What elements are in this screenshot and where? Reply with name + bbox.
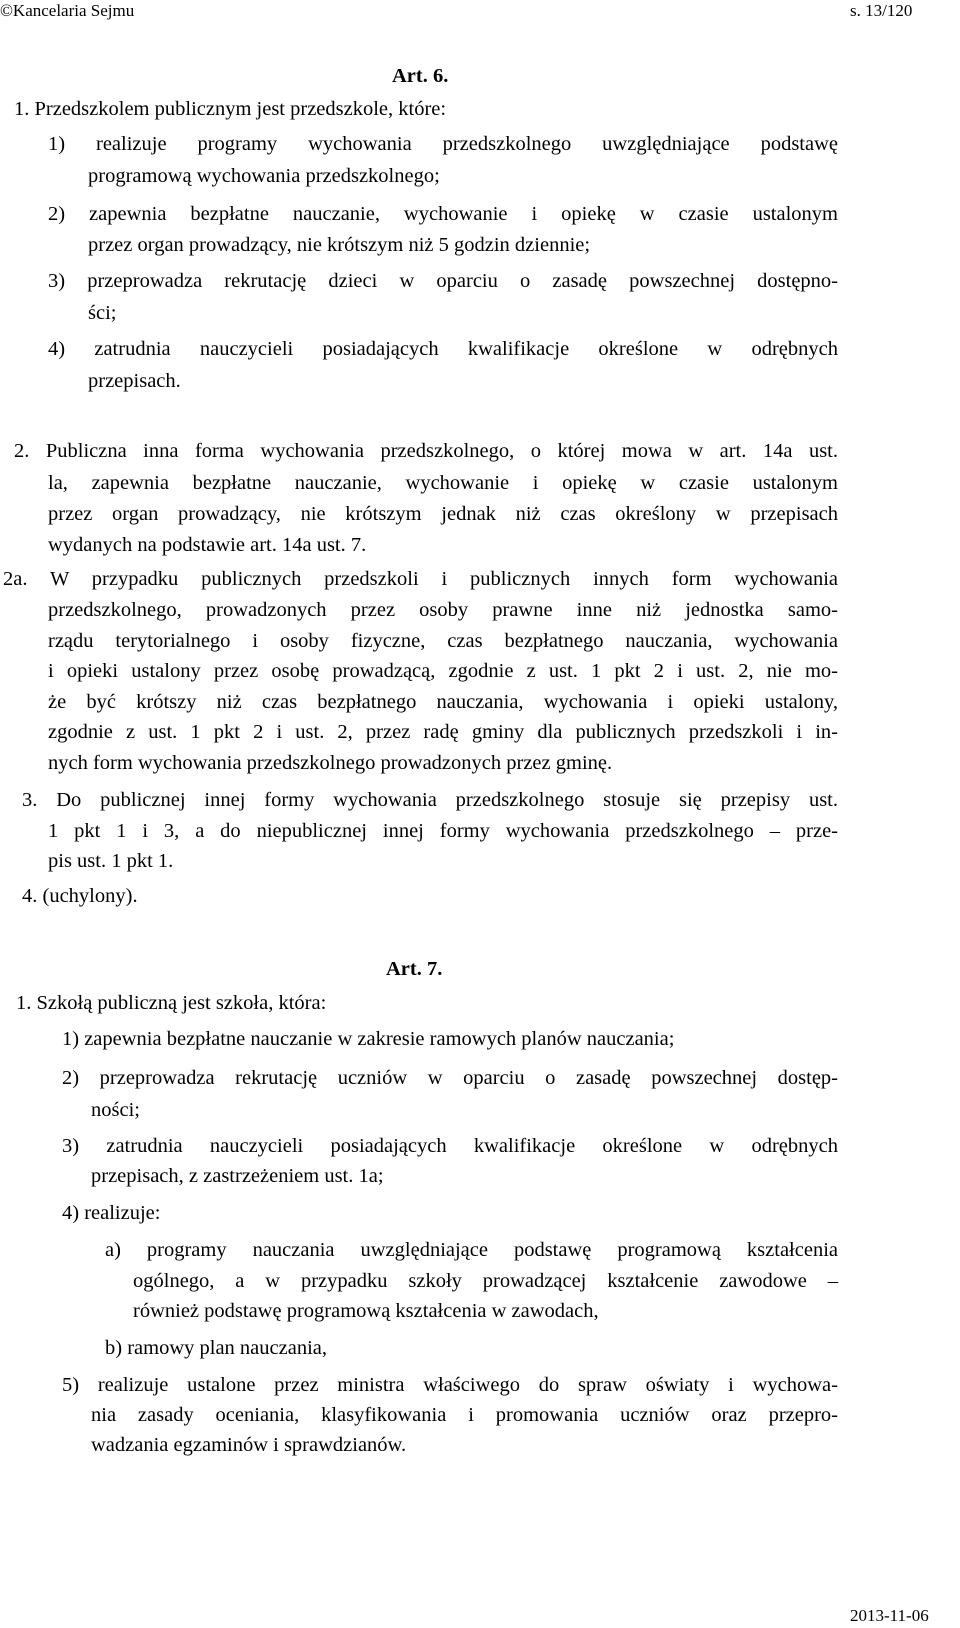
art6-p1-intro: 1. Przedszkolem publicznym jest przedszkole, które:	[14, 98, 447, 120]
art6-p1-item4-line2: przepisach.	[88, 370, 181, 392]
art6-p4: 4. (uchylony).	[22, 885, 138, 907]
art7-heading: Art. 7.	[386, 958, 443, 980]
art7-item5-line3: wadzania egzaminów i sprawdzianów.	[91, 1434, 407, 1456]
art6-p2a-line2: przedszkolnego, prowadzonych przez osoby prawne inne niż jednostka samo-	[48, 599, 838, 621]
art6-p2a-line5: że być krótszy niż czas bezpłatnego nauczania, wychowania i opieki ustalony,	[48, 691, 838, 713]
art7-item5-line1: 5) realizuje ustalone przez ministra właściwego do spraw oświaty i wychowa-	[62, 1374, 838, 1396]
art6-p2a-line6: zgodnie z ust. 1 pkt 2 i ust. 2, przez radę gminy dla publicznych przedszkoli i in-	[48, 721, 838, 743]
art6-p1-item4-line1: 4) zatrudnia nauczycieli posiadających kwalifikacje określone w odrębnych	[48, 338, 838, 360]
art7-item5-line2: nia zasady oceniania, klasyfikowania i promowania uczniów oraz przepro-	[91, 1404, 838, 1426]
art7-item4a-line3: również podstawę programową kształcenia w zawodach,	[133, 1300, 599, 1322]
art7-item4: 4) realizuje:	[62, 1202, 161, 1224]
art6-p2a-line3: rządu terytorialnego i osoby fizyczne, czas bezpłatnego nauczania, wychowania	[48, 630, 838, 652]
art6-p2-line1: 2. Publiczna inna forma wychowania przedszkolnego, o której mowa w art. 14a ust.	[14, 440, 838, 462]
art6-p2-line2: la, zapewnia bezpłatne nauczanie, wychowanie i opiekę w czasie ustalonym	[48, 472, 838, 494]
art7-item3-line2: przepisach, z zastrzeżeniem ust. 1a;	[91, 1165, 384, 1187]
art6-p2-line3: przez organ prowadzący, nie krótszym jednak niż czas określony w przepisach	[48, 503, 838, 525]
art7-p1-intro: 1. Szkołą publiczną jest szkoła, która:	[16, 992, 327, 1014]
art7-item2-line1: 2) przeprowadza rekrutację uczniów w oparciu o zasadę powszechnej dostęp-	[62, 1067, 838, 1089]
copyright-header: ©Kancelaria Sejmu	[0, 1, 135, 20]
art6-p2a-line4: i opieki ustalony przez osobę prowadzącą, zgodnie z ust. 1 pkt 2 i ust. 2, nie mo-	[48, 660, 838, 682]
footer-date: 2013-11-06	[850, 1606, 929, 1625]
art6-p1-item3-line2: ści;	[88, 302, 117, 324]
art6-p1-item1-line2: programową wychowania przedszkolnego;	[88, 165, 440, 187]
art6-heading: Art. 6.	[392, 65, 449, 87]
art6-p3-line3: pis ust. 1 pkt 1.	[48, 850, 174, 872]
art6-p2-line4: wydanych na podstawie art. 14a ust. 7.	[48, 534, 367, 556]
art7-item4a-line1: a) programy nauczania uwzględniające podstawę programową kształcenia	[105, 1239, 838, 1261]
art7-item1: 1) zapewnia bezpłatne nauczanie w zakresie ramowych planów nauczania;	[62, 1028, 675, 1050]
art6-p1-item3-line1: 3) przeprowadza rekrutację dzieci w oparciu o zasadę powszechnej dostępno-	[48, 270, 838, 292]
page-number: s. 13/120	[850, 1, 913, 20]
art6-p3-line1: 3. Do publicznej innej formy wychowania przedszkolnego stosuje się przepisy ust.	[22, 789, 838, 811]
art6-p3-line2: 1 pkt 1 i 3, a do niepublicznej innej formy wychowania przedszkolnego – prze-	[48, 820, 838, 842]
art7-item3-line1: 3) zatrudnia nauczycieli posiadających kwalifikacje określone w odrębnych	[62, 1135, 838, 1157]
art6-p1-item2-line2: przez organ prowadzący, nie krótszym niż 5 godzin dziennie;	[88, 234, 591, 256]
art7-item4a-line2: ogólnego, a w przypadku szkoły prowadzącej kształcenie zawodowe –	[133, 1270, 838, 1292]
art6-p1-item2-line1: 2) zapewnia bezpłatne nauczanie, wychowanie i opiekę w czasie ustalonym	[48, 203, 838, 225]
art7-item2-line2: ności;	[91, 1099, 140, 1121]
art7-item4b: b) ramowy plan nauczania,	[105, 1337, 327, 1359]
art6-p2a-line7: nych form wychowania przedszkolnego prowadzonych przez gminę.	[48, 752, 613, 774]
art6-p2a-line1: 2a. W przypadku publicznych przedszkoli i publicznych innych form wychowania	[3, 568, 838, 590]
art6-p1-item1-line1: 1) realizuje programy wychowania przedszkolnego uwzględniające podstawę	[48, 133, 838, 155]
